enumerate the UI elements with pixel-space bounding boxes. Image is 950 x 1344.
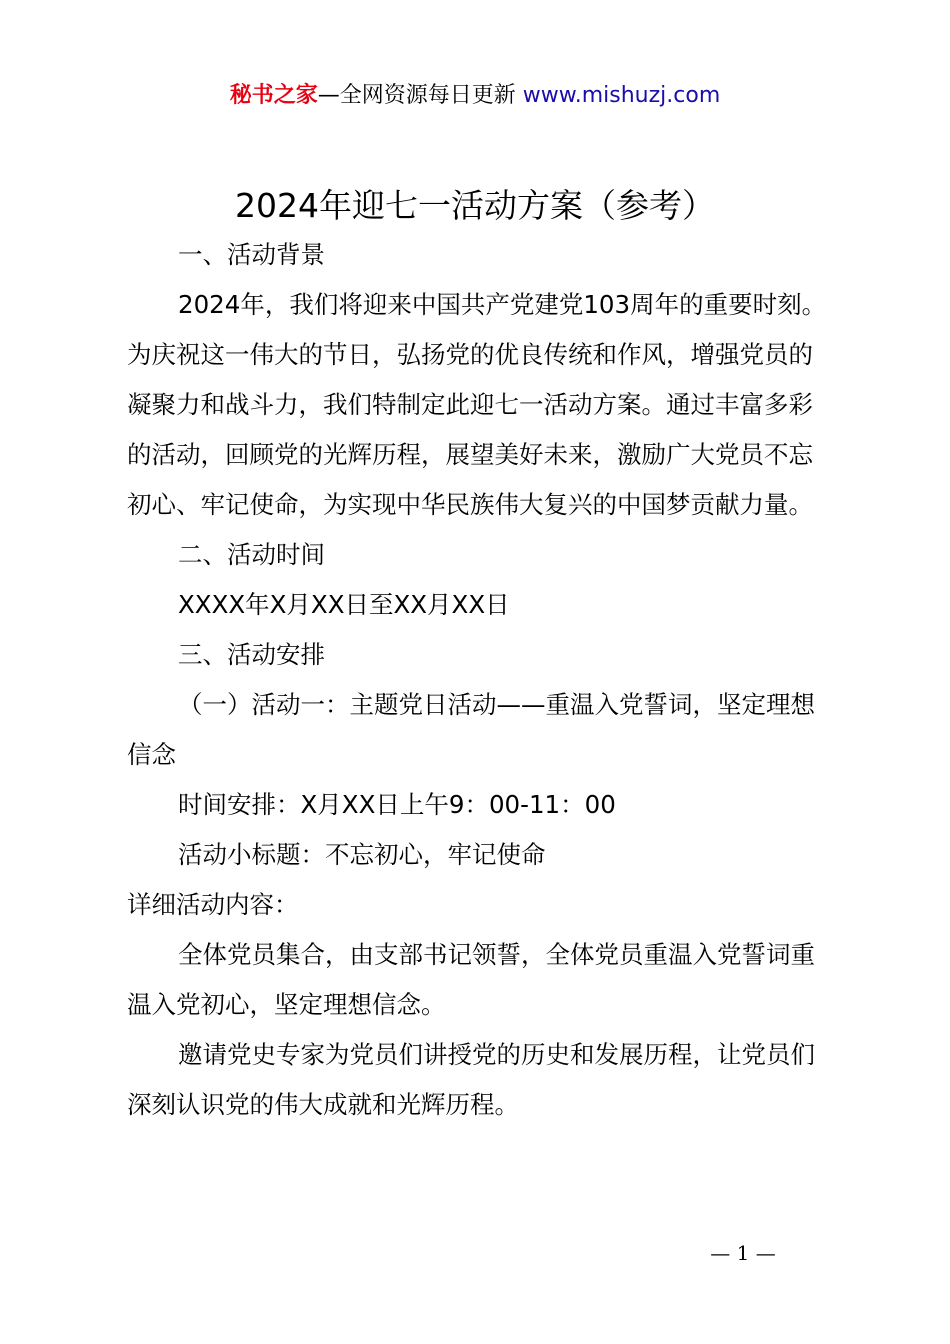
section-heading-background: 一、活动背景 — [178, 240, 325, 269]
paragraph-schedule: 时间安排：X月XX日上午9：00-11：00 — [178, 790, 616, 819]
paragraph-subtitle: 活动小标题：不忘初心，牢记使命 — [178, 840, 546, 869]
paragraph-lecture: 邀请党史专家为党员们讲授党的历史和发展历程，让党员们深刻认识党的伟大成就和光辉历程。 — [127, 1040, 815, 1119]
paragraph-background: 2024年，我们将迎来中国共产党建党103周年的重要时刻。为庆祝这一伟大的节日，弘扬党的优良传统和作风，增强党员的凝聚力和战斗力，我们特制定此迎七一活动方案。通过丰富多彩的活动，回顾党的光辉历程，展望美好未来，激励广大党员不忘初心、牢记使命，为实现中华民族伟大复兴的中国梦贡献力量。 — [127, 290, 827, 519]
site-header — [0, 80, 950, 112]
paragraph-time: XXXX年X月XX日至XX月XX日 — [178, 590, 510, 619]
site-brand: 秘书之家 — [229, 83, 318, 108]
subheading-activity-one: （一）活动一：主题党日活动——重温入党誓词，坚定理想信念 — [127, 690, 815, 769]
document-body — [127, 230, 837, 1130]
section-heading-arrangement: 三、活动安排 — [178, 640, 325, 669]
document-title: 2024年迎七一活动方案（参考） — [235, 186, 715, 225]
page-number: — 1 — — [710, 1241, 776, 1265]
site-url-link[interactable]: www.mishuzj.com — [522, 83, 721, 108]
paragraph-oath: 全体党员集合，由支部书记领誓，全体党员重温入党誓词重温入党初心，坚定理想信念。 — [127, 940, 815, 1019]
section-heading-time: 二、活动时间 — [178, 540, 325, 569]
site-slogan: —全网资源每日更新 — [317, 83, 523, 108]
paragraph-details-label: 详细活动内容： — [127, 890, 299, 919]
